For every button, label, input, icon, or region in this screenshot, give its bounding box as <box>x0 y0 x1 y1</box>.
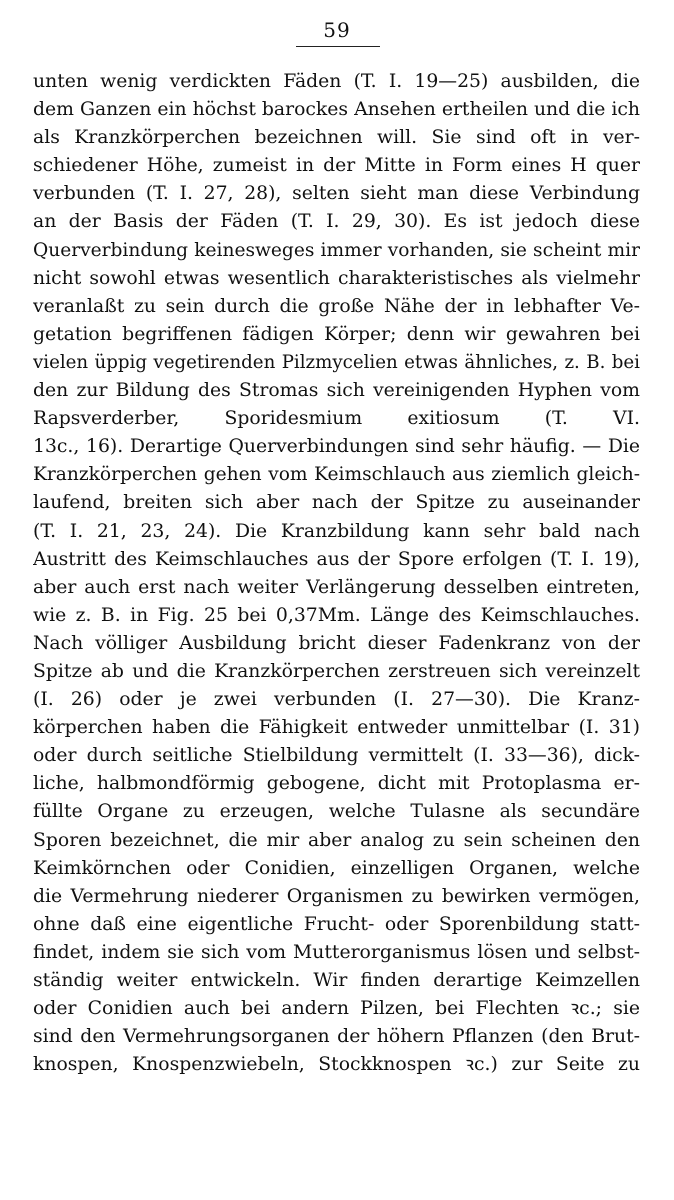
text-line: die Vermehrung niederer Organismen zu bewirken vermögen, <box>33 885 640 907</box>
text-line: Austritt des Keimschlauches aus der Spore erfolgen (T. I. 19), <box>33 548 640 570</box>
text-line: Keimkörnchen oder Conidien, einzelligen Organen, welche <box>33 857 640 879</box>
text-line: nicht sowohl etwas wesentlich charakteristisches als vielmehr <box>33 267 640 289</box>
text-line: aber auch erst nach weiter Verlängerung desselben eintreten, <box>33 576 640 598</box>
text-line: Rapsverderber, Sporidesmium exitiosum (T. VI. <box>33 408 640 430</box>
text-line: (I. 26) oder je zwei verbunden (I. 27—30). Die Kranz- <box>33 689 640 711</box>
text-line: dem Ganzen ein höchst barockes Ansehen ertheilen und die ich <box>33 99 640 121</box>
text-line: oder durch seitliche Stielbildung vermittelt (I. 33—36), dick- <box>33 745 640 767</box>
text-line: an der Basis der Fäden (T. I. 29, 30). Es ist jedoch diese <box>33 211 640 233</box>
text-line: füllte Organe zu erzeugen, welche Tulasne als secundäre <box>33 801 640 823</box>
text-line: als Kranzkörperchen bezeichnen will. Sie sind oft in ver- <box>33 127 640 149</box>
text-line: vielen üppig vegetirenden Pilzmycelien etwas ähnliches, z. B. bei <box>33 351 640 373</box>
text-line: sind den Vermehrungsorganen der höhern Pflanzen (den Brut- <box>33 1026 640 1048</box>
text-line: unten wenig verdickten Fäden (T. I. 19—25) ausbilden, die <box>33 71 640 92</box>
text-line: Nach völliger Ausbildung bricht dieser Fadenkranz von der <box>33 632 640 654</box>
text-line: knospen, Knospenzwiebeln, Stockknospen ꝛc.) zur Seite zu <box>33 1054 640 1076</box>
text-line: Kranzkörperchen gehen vom Keimschlauch aus ziemlich gleich- <box>33 464 640 486</box>
text-line: verbunden (T. I. 27, 28), selten sieht man diese Verbindung <box>33 183 640 205</box>
text-line: den zur Bildung des Stromas sich vereinigenden Hyphen vom <box>33 380 640 402</box>
text-line: 13c., 16). Derartige Querverbindungen sind sehr häufig. — Die <box>33 436 640 458</box>
text-line: ständig weiter entwickeln. Wir finden derartige Keimzellen <box>33 970 640 991</box>
text-line: ohne daß eine eigentliche Frucht- oder Sporenbildung statt- <box>33 913 640 935</box>
text-line: schiedener Höhe, zumeist in der Mitte in Form eines H quer <box>33 155 640 177</box>
text-line: körperchen haben die Fähigkeit entweder unmittelbar (I. 31) <box>33 717 640 739</box>
text-line: veranlaßt zu sein durch die große Nähe der in lebhafter Ve- <box>33 295 640 317</box>
page-number: 59 <box>323 18 351 42</box>
text-line: Sporen bezeichnet, die mir aber analog zu sein scheinen den <box>33 829 640 851</box>
text-line: oder Conidien auch bei andern Pilzen, bei Flechten ꝛc.; sie <box>33 998 640 1020</box>
text-line: liche, halbmondförmig gebogene, dicht mit Protoplasma er- <box>33 773 640 795</box>
text-line: Querverbindung keinesweges immer vorhanden, sie scheint mir <box>33 239 640 261</box>
text-line: findet, indem sie sich vom Mutterorganismus lösen und selbst- <box>33 941 640 963</box>
page-number-rule <box>296 46 380 47</box>
text-line: laufend, breiten sich aber nach der Spitze zu auseinander <box>33 492 640 514</box>
text-line: wie z. B. in Fig. 25 bei 0,37Mm. Länge des Keimschlauches. <box>33 604 640 626</box>
text-line: getation begriffenen fädigen Körper; denn wir gewahren bei <box>33 323 640 345</box>
body-text <box>33 68 640 1079</box>
text-line: Spitze ab und die Kranzkörperchen zerstreuen sich vereinzelt <box>33 660 640 682</box>
text-line: (T. I. 21, 23, 24). Die Kranzbildung kann sehr bald nach <box>33 520 640 542</box>
